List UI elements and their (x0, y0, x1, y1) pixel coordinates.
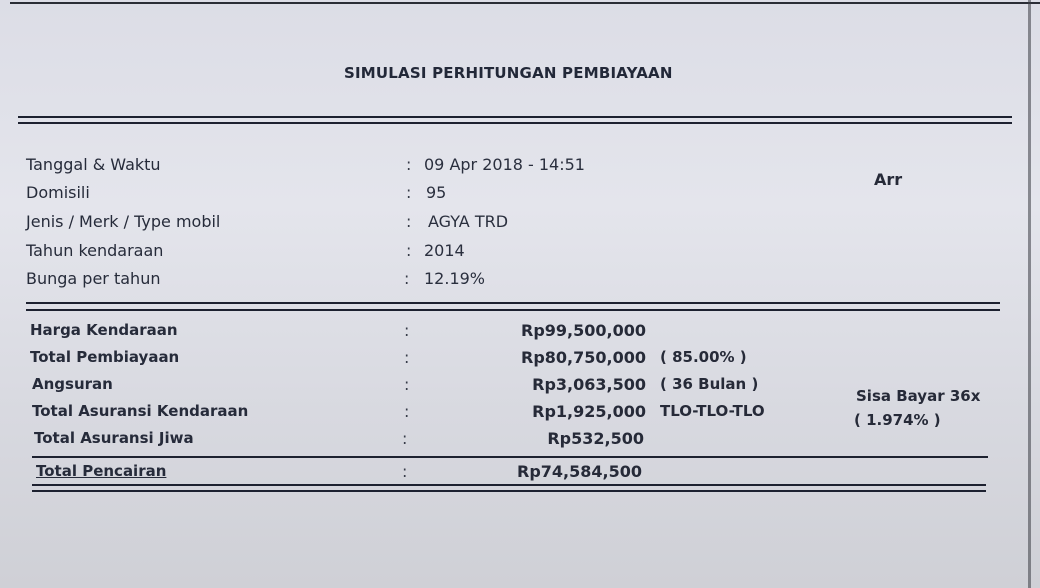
total-divider-bottom-2 (32, 490, 986, 492)
fin-colon: : (404, 348, 410, 367)
side-name: Arr (874, 170, 903, 189)
info-value: 2014 (424, 241, 465, 260)
info-value: 12.19% (424, 269, 486, 288)
fin-label: Total Asuransi Kendaraan (32, 402, 249, 420)
info-row-bunga (26, 269, 626, 295)
info-label: Tahun kendaraan (26, 241, 164, 260)
total-divider-bottom-1 (32, 484, 986, 486)
info-label: Jenis / Merk / Type mobil (26, 212, 221, 231)
fin-colon: : (404, 321, 410, 340)
fin-label: Total Pembiayaan (30, 348, 180, 366)
fin-colon: : (404, 402, 410, 421)
fin-amount: Rp3,063,500 (532, 375, 646, 394)
info-row-domisili (26, 183, 626, 209)
info-row-tanggal (26, 155, 626, 181)
fin-amount: Rp532,500 (547, 429, 644, 448)
top-border (10, 2, 1040, 4)
info-colon: : (406, 155, 412, 174)
sisa-bayar-value: ( 1.974% ) (854, 411, 941, 429)
fin-colon: : (402, 429, 408, 448)
title-divider-top (18, 116, 1012, 118)
info-row-tahun (26, 241, 626, 267)
fin-row-pembiayaan (30, 348, 790, 374)
fin-row-asuransi-jiwa (34, 429, 794, 455)
fin-amount: Rp1,925,000 (532, 402, 646, 421)
sisa-bayar-label: Sisa Bayar 36x (856, 387, 981, 405)
fin-label: Total Asuransi Jiwa (34, 429, 194, 447)
info-colon: : (404, 269, 410, 288)
total-colon: : (402, 462, 408, 481)
fin-label: Angsuran (32, 375, 113, 393)
fin-row-harga (30, 321, 790, 347)
fin-colon: : (404, 375, 410, 394)
title-divider-bottom (18, 122, 1012, 124)
fin-row-angsuran (32, 375, 792, 401)
info-row-jenis (26, 212, 626, 238)
total-amount: Rp74,584,500 (517, 462, 642, 481)
total-divider-top (32, 456, 988, 458)
info-colon: : (406, 212, 412, 231)
page-title: SIMULASI PERHITUNGAN PEMBIAYAAN (344, 64, 673, 82)
section-divider-bottom (26, 309, 1000, 311)
info-colon: : (406, 241, 412, 260)
fin-amount: Rp99,500,000 (521, 321, 646, 340)
info-value: 95 (426, 183, 447, 202)
fin-label: Harga Kendaraan (30, 321, 178, 339)
section-divider-top (26, 302, 1000, 304)
fin-note: ( 36 Bulan ) (660, 375, 759, 393)
fin-row-asuransi-kendaraan (32, 402, 792, 428)
right-border (1028, 0, 1031, 588)
fin-amount: Rp80,750,000 (521, 348, 646, 367)
fin-note: ( 85.00% ) (660, 348, 747, 366)
info-value: 09 Apr 2018 - 14:51 (424, 155, 585, 174)
info-colon: : (406, 183, 412, 202)
fin-note: TLO-TLO-TLO (660, 402, 765, 420)
info-label: Tanggal & Waktu (26, 155, 161, 174)
info-label: Bunga per tahun (26, 269, 161, 288)
info-value: AGYA TRD (428, 212, 509, 231)
total-label: Total Pencairan (36, 462, 167, 480)
info-label: Domisili (26, 183, 90, 202)
